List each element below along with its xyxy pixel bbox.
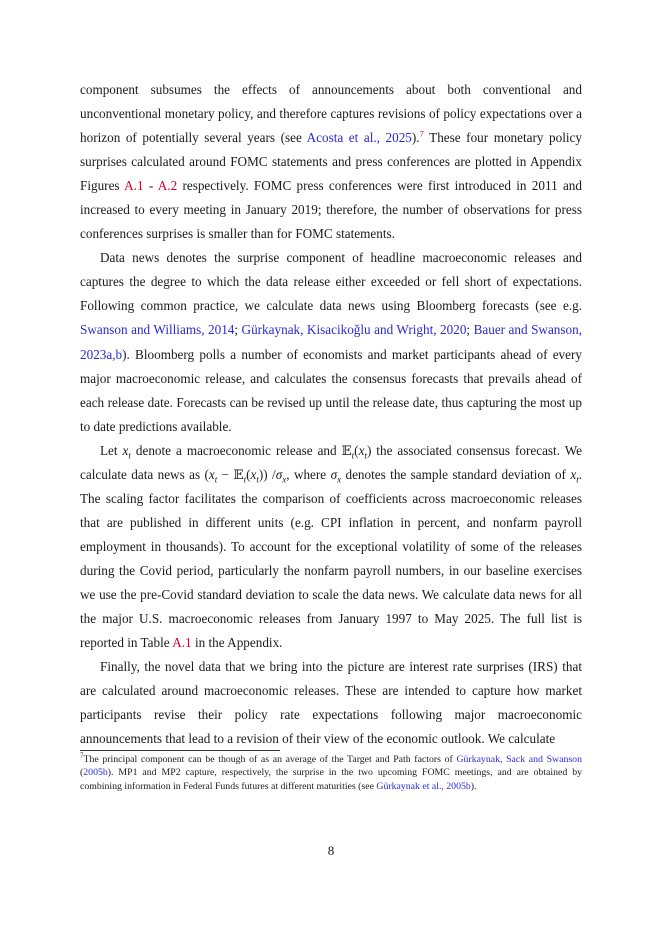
citation-gurkaynak-sack-swanson-year[interactable]: 2005b xyxy=(83,767,108,779)
text-run: ( xyxy=(80,767,84,779)
text-run: The principal component can be though of as an average of the Target and Path factors of xyxy=(83,754,457,765)
text-run: ; xyxy=(466,322,474,338)
text-run: , where xyxy=(286,466,331,482)
text-run: Data news denotes the surprise component of headline macroeconomic releases and captures the degree to which the data release either exceeded or fell short of expectations. Following common practice, we calculate data news using Bloomberg forecasts (see e.g. xyxy=(80,250,582,314)
citation-gurkaynak-2005b[interactable]: Gürkaynak et al., 2005b xyxy=(376,780,471,792)
citation-bauer-swanson-2023[interactable]: Bauer and Swanson, 2023a,b xyxy=(80,322,583,362)
math-x-t-2: $x_t$ xyxy=(570,466,579,485)
paragraph-2 xyxy=(80,246,582,438)
citation-gurkaynak-kisacikoglu-wright-2020[interactable]: Gürkaynak, Kisacikoğlu and Wright, 2020 xyxy=(241,322,467,338)
body-text xyxy=(80,78,582,751)
citation-swanson-williams-2014[interactable]: Swanson and Williams, 2014 xyxy=(80,322,235,338)
text-run: ). Bloomberg polls a number of economists and market participants ahead of every major macroeconomic release, and calculates the consensus forecasts that prevails ahead of each release date. Forecasts can be revised up until the release date, thus capturing the most up to date predictions available. xyxy=(80,346,582,434)
paragraph-3 xyxy=(80,439,582,655)
text-run: ). MP1 and MP2 capture, respectively, the surprise in the two upcoming FOMC meetings, and are obtained by combining information in Federal Funds futures at different maturities (see xyxy=(80,767,582,792)
text-run: ). xyxy=(470,780,477,792)
math-expectation-x-t: $𝔼_t(x_t)$ xyxy=(341,442,372,461)
text-run: . The scaling factor facilitates the comparison of coefficients across macroeconomic releases that are published in different units (e.g. CPI inflation in percent, and nonfarm payroll employment in thousands). To account for the exceptional volatility of some of the releases during the Covid period, particularly the nonfarm payroll numbers, in our baseline exercises we use the pre-Covid standard deviation to scale the data news. We calculate data news for all the major U.S. macroeconomic releases from January 1997 to May 2025. The full list is reported in Table xyxy=(80,466,583,651)
math-data-news-formula: ($x_t$ − $𝔼_t(x_t)$) $/\sigma_x$ xyxy=(204,466,287,485)
footnote-marker-7[interactable]: 7 xyxy=(419,128,424,139)
math-sigma-x: $\sigma_x$ xyxy=(330,466,342,485)
text-run: component subsumes the effects of announcements about both conventional and unconventional monetary policy, and therefore captures revisions of policy expectations over a horizon of potentially several years (see xyxy=(80,82,582,146)
text-run: in the Appendix. xyxy=(191,635,283,651)
text-run: denote a macroeconomic release and xyxy=(130,442,342,458)
xref-figure-a1[interactable]: A.1 xyxy=(124,178,144,194)
xref-figure-a2[interactable]: A.2 xyxy=(157,178,178,194)
text-run: Let xyxy=(100,442,123,458)
footnote-7 xyxy=(80,753,582,793)
text-run: ; xyxy=(234,322,242,338)
citation-gurkaynak-sack-swanson[interactable]: Gürkaynak, Sack and Swanson xyxy=(456,754,582,765)
paragraph-4: Finally, the novel data that we bring into the picture are interest rate surprises (IRS) that are calculated around macroeconomic releases. These are intended to capture how market participants revise their policy rate expectations following major macroeconomic announcements that lead to a revision of their view of the economic outlook. We calculate xyxy=(80,659,582,747)
citation-acosta-2025[interactable]: Acosta et al., 2025 xyxy=(306,130,412,146)
text-run: respectively. FOMC press conferences were first introduced in 2011 and increased to every meeting in January 2019; therefore, the number of observations for press conferences surprises is smaller than for FOMC statements. xyxy=(80,178,582,242)
text-run: the associated consensus forecast. We calculate data news as xyxy=(80,442,582,482)
math-x-t: $x_t$ xyxy=(122,442,131,461)
text-run: - xyxy=(143,178,158,194)
footnote-number: 7 xyxy=(80,751,84,760)
text-run: These four monetary policy surprises calculated around FOMC statements and press conferences are plotted in Appendix Figures xyxy=(80,130,583,194)
text-run: denotes the sample standard deviation of xyxy=(341,466,571,482)
page-number: 8 xyxy=(327,843,335,858)
footnote-rule xyxy=(80,750,280,751)
text-run: ). xyxy=(411,130,420,146)
xref-table-a1[interactable]: A.1 xyxy=(172,635,192,651)
paragraph-1 xyxy=(80,78,582,246)
